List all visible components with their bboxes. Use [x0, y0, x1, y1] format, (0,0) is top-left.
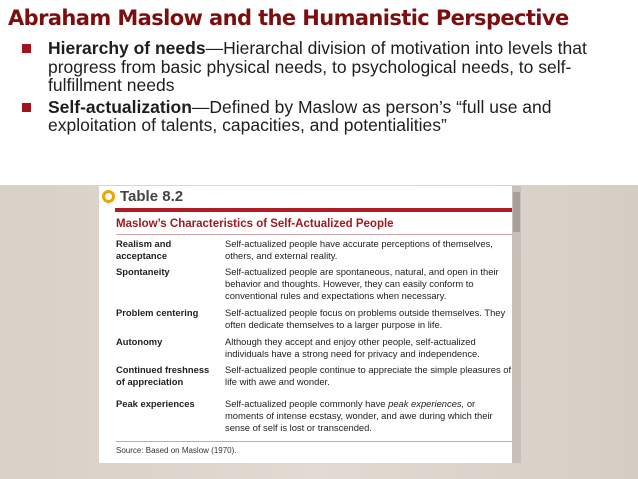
table-image-panel [99, 186, 521, 463]
row-term: Problem centering [116, 307, 199, 318]
row-description: Self-actualized people focus on problems outside themselves. They often dedicate themselves to a larger purpose in life. [225, 307, 506, 331]
bullet-text: —Defined by Maslow as person’s “full use and exploitation of talents, capacities, and potentialities” [48, 96, 552, 135]
table-label: Table 8.2 [120, 188, 184, 205]
table-title-divider [116, 234, 512, 235]
slide-title: Abraham Maslow and the Humanistic Perspective [8, 6, 569, 30]
table-header [99, 186, 512, 207]
square-bullet-icon [22, 103, 31, 112]
row-description: Self-actualized people are spontaneous, natural, and open in their behavior and thoughts. However, they can easily conform to conventional rules and expectations when necessary. [225, 266, 499, 302]
table-source: Source: Based on Maslow (1970). [116, 446, 237, 455]
row-term: Spontaneity [116, 266, 170, 277]
table-header-rule [115, 208, 512, 212]
desc-part: Self-actualized people commonly have [225, 398, 389, 409]
row-description: Self-actualized people have accurate perceptions of themselves, others, and external reality. [225, 238, 493, 262]
row-description: Self-actualized people continue to appreciate the simple pleasures of life with awe and wonder. [225, 364, 512, 388]
table-bottom-divider [116, 441, 512, 442]
bullet-term: Hierarchy of needs [48, 38, 206, 58]
table-title: Maslow’s Characteristics of Self-Actualized People [116, 218, 394, 230]
row-term: Realism and acceptance [116, 238, 172, 262]
row-term: Autonomy [116, 336, 163, 347]
row-description: Although they accept and enjoy other people, self-actualized individuals have a strong need for privacy and independence. [225, 336, 480, 360]
bullet-self-actualization [22, 98, 622, 135]
ring-icon [102, 190, 115, 203]
square-bullet-icon [22, 44, 31, 53]
row-description [225, 398, 513, 435]
row-term: Continued freshness of appreciation [116, 364, 210, 388]
row-term: Peak experiences [116, 398, 195, 409]
bullet-text: —Hierarchal division of motivation into levels that progress from basic physical needs, to psychological needs, to self-fulfillment needs [48, 38, 587, 95]
table-scrollbar [512, 186, 521, 463]
bullet-hierarchy-of-needs [22, 39, 622, 95]
desc-emphasis: peak experiences, [388, 398, 465, 409]
desc-part: or moments of intense ecstasy, wonder, and awe during which their sense of self is lost or transcended. [225, 398, 493, 434]
bullet-list [22, 39, 622, 138]
bullet-term: Self-actualization [48, 96, 192, 117]
scrollbar-thumb [513, 192, 520, 232]
